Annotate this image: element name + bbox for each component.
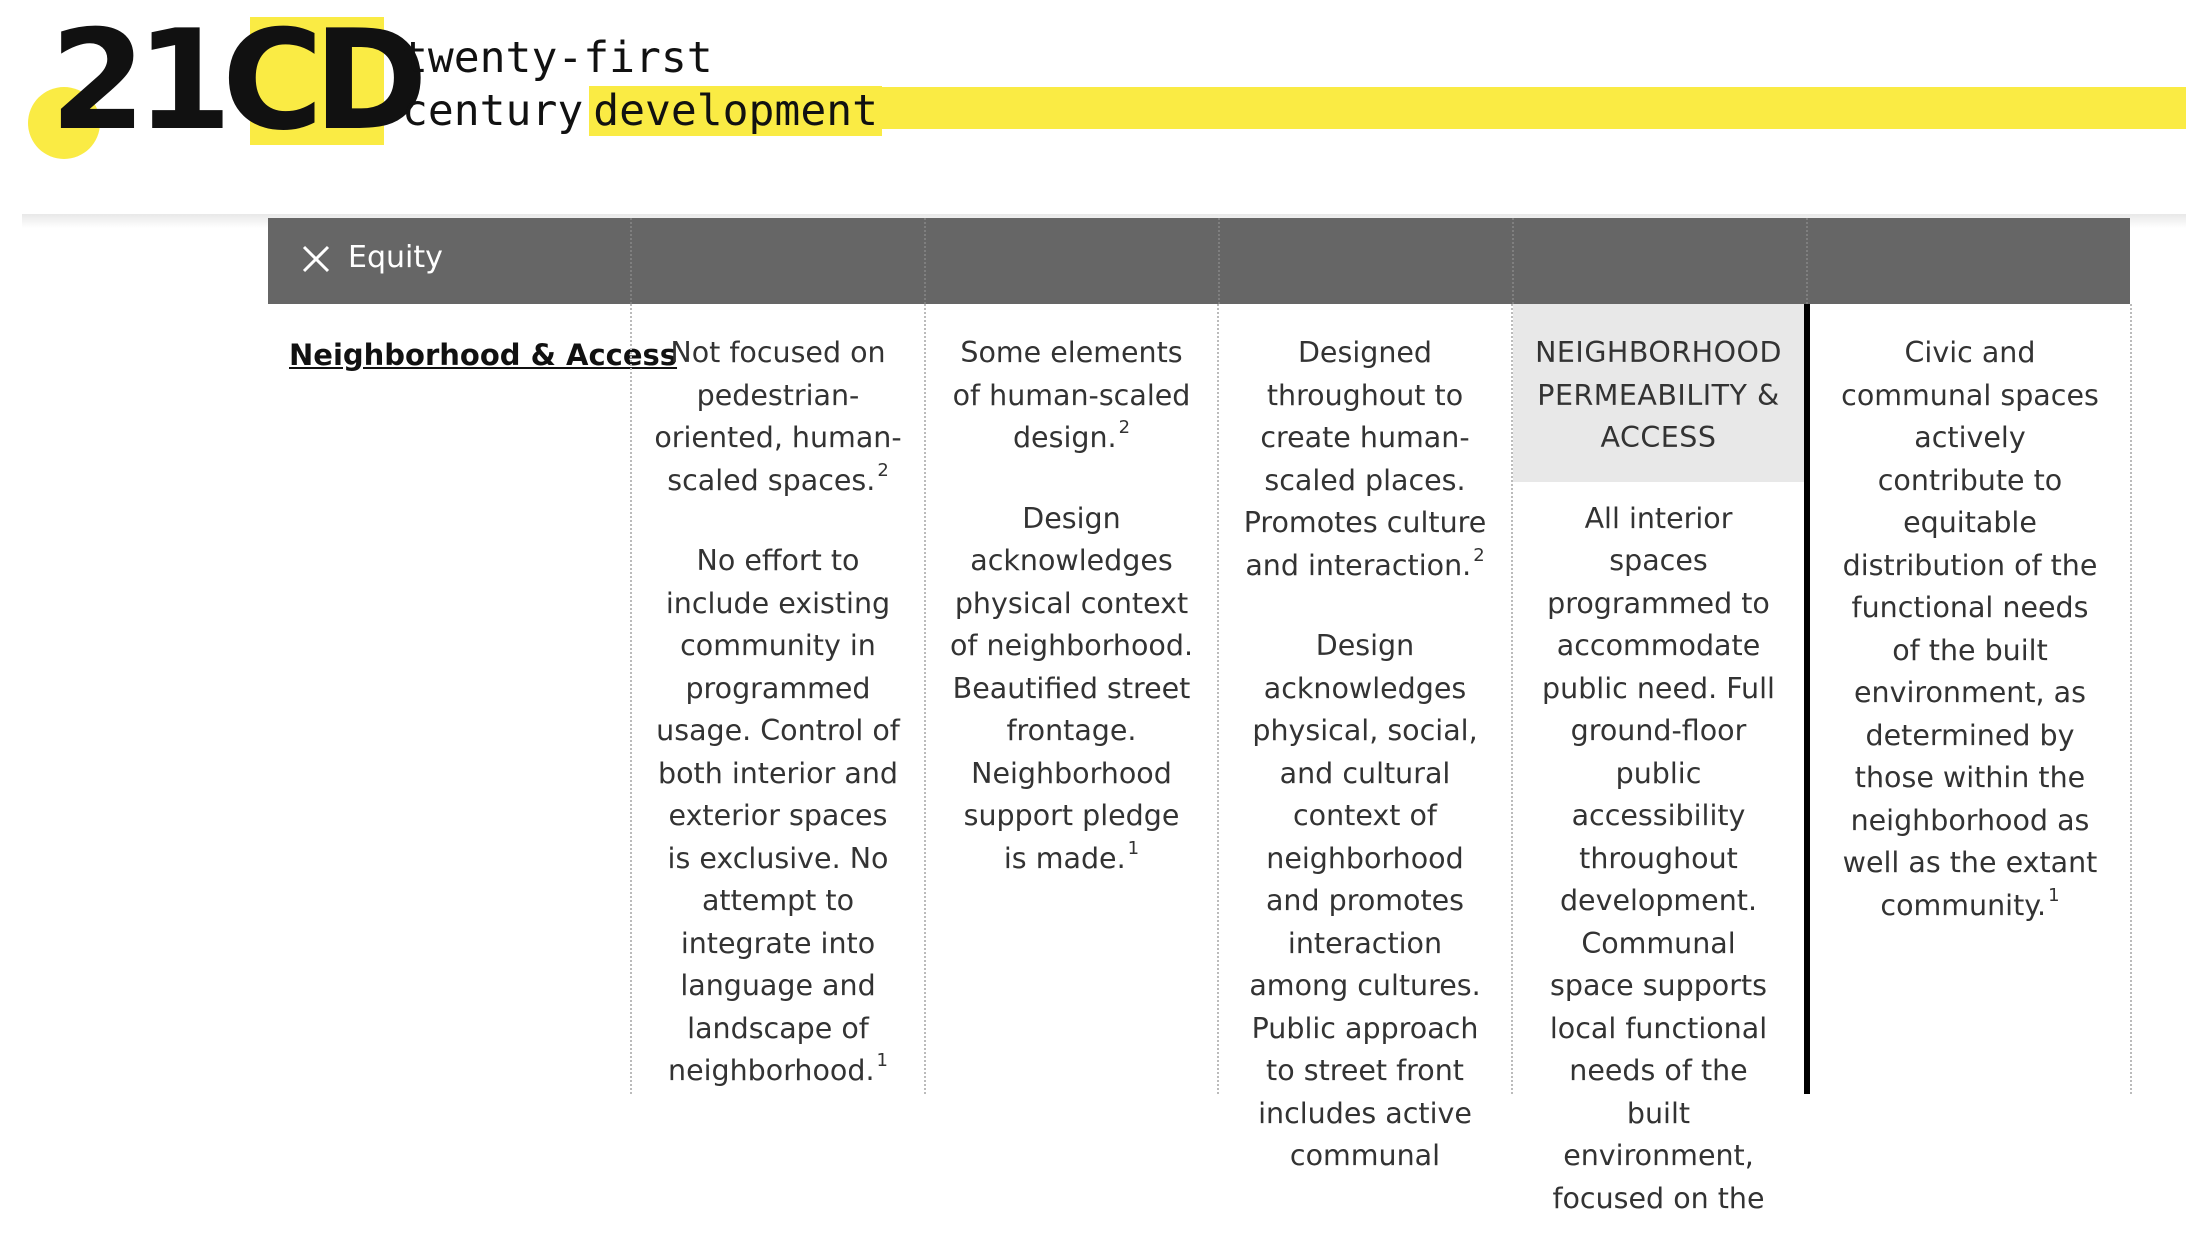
bar-divider — [1218, 218, 1220, 304]
logo[interactable] — [28, 0, 418, 161]
matrix-cell-level-3[interactable] — [1219, 304, 1511, 1172]
bar-divider — [924, 218, 926, 304]
tagline-line-1: twenty-first — [402, 33, 713, 83]
cell-paragraph: Designed throughout to create human-scaled places. Promotes culture and interaction. $^2$ — [1243, 336, 1487, 582]
site-header — [0, 0, 2186, 218]
matrix-cell-level-5[interactable] — [1810, 304, 2130, 1094]
logo-text: 21CD — [50, 0, 418, 161]
row-title-link[interactable]: Neighborhood & Access — [289, 338, 678, 372]
bar-divider — [630, 218, 632, 304]
category-label[interactable]: Equity — [348, 240, 443, 275]
matrix-cell-level-1[interactable] — [632, 304, 924, 1094]
bar-divider — [1512, 218, 1514, 304]
cell-paragraph: Not focused on pedestrian-oriented, human-scaled spaces. $^2$ — [654, 336, 902, 497]
cell-paragraph: Design acknowledges physical context of neighborhood. Beautified street frontage. Neighborhood support pledge is made. $^1$ — [949, 501, 1194, 875]
tagline-plain: century — [402, 86, 584, 136]
close-icon[interactable] — [301, 244, 331, 274]
footnote-ref[interactable]: 1 — [2048, 884, 2060, 906]
footnote-ref[interactable]: 2 — [1118, 417, 1131, 438]
cell-heading: NEIGHBORHOOD PERMEABILITY & ACCESS — [1513, 304, 1804, 482]
bar-divider — [1806, 218, 1808, 304]
cell-paragraph: Civic and communal spaces actively contribute to equitable distribution of the functional needs of the built environment, as determined by those within the neighborhood as well as the extant community. $^1$ — [1841, 336, 2099, 922]
matrix-cell-level-4-selected[interactable] — [1513, 304, 1804, 1215]
footnote-ref[interactable]: 2 — [1473, 544, 1485, 566]
matrix-cell-level-2[interactable] — [926, 304, 1217, 1094]
footnote-ref[interactable]: 1 — [876, 1050, 888, 1071]
cell-paragraph: No effort to include existing community in programmed usage. Control of both interior and exterior spaces is exclusive. No attempt to integrate into language and landscape of neighborhood. $^1$ — [656, 544, 900, 1087]
category-bar — [268, 218, 2130, 304]
footnote-ref[interactable]: 1 — [1127, 837, 1140, 859]
cell-paragraph: Design acknowledges physical, social, and cultural context of neighborhood and promotes interaction among cultures. Public approach to street front includes active communal — [1249, 629, 1481, 1172]
column-divider — [2130, 304, 2132, 1094]
tagline-line-2 — [402, 85, 882, 138]
tagline-highlight: development — [589, 86, 882, 136]
cell-paragraph: Some elements of human-scaled design. $^2$ — [952, 336, 1191, 454]
footnote-ref[interactable]: 2 — [877, 459, 889, 481]
tagline — [402, 32, 882, 138]
cell-paragraph: All interior spaces programmed to accommodate public need. Full ground-floor public accessibility throughout development. Communal space supports local functional needs of the built environment, focused on the — [1542, 501, 1775, 1215]
